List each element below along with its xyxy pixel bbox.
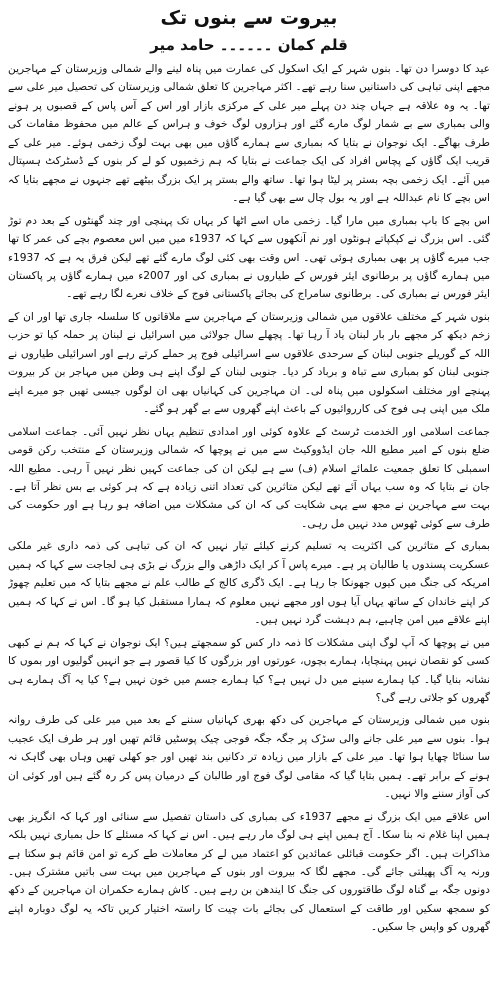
article-paragraph: جماعت اسلامی اور الخدمت ٹرسٹ کے علاوہ کوئی اور امدادی تنظیم یہاں نظر نہیں آئی۔ جماعت اسلامی ضلع بنوں کے امیر مطیع اللہ جان ایڈووکیٹ سے میں نے پوچھا کہ شمالی وزیرستان کے منتخب رکن قومی اسمبلی کا تعلق جمعیت علمائے اسلام (ف) سے ہے لیکن ان کی جماعت کہیں نظر نہیں آ رہی۔ مطیع اللہ جان نے بتایا کہ وہ سب یہاں آئے تھے لیکن متاثرین کی تعداد اتنی زیادہ ہے کہ ہر کوئی بے بس نظر آتا ہے۔ بہت سے مہاجرین نے مجھ سے یہی شکایت کی کہ ان کی مشکلات میں اضافہ ہو رہا ہے اور حکومت کی طرف سے کوئی ٹھوس مدد نہیں مل رہی۔ bbox=[8, 425, 490, 530]
article-paragraph: اس علاقے میں ایک بزرگ نے مجھے 1937ء کی بمباری کی داستان تفصیل سے سنائی اور کہا کہ انگریز بھی ہمیں اپنا غلام نہ بنا سکا۔ آج ہمیں اپنے ہی لوگ مار رہے ہیں۔ اس نے کہا کہ مسئلے کا حل بمباری نہیں بلکہ مذاکرات ہیں۔ اگر حکومت قبائلی عمائدین کو اعتماد میں لے کر معاملات طے کرے تو امن قائم ہو سکتا ہے ورنہ یہ آگ پھیلتی جائے گی۔ مجھے لگا کہ بیروت اور بنوں کے مہاجرین میں بہت سی باتیں مشترک ہیں۔ دونوں جگہ بے گناہ لوگ طاقتوروں کی جنگ کا ایندھن بن رہے ہیں۔ کاش ہمارے حکمران ان مہاجرین کے دکھ کو سمجھ سکیں اور طاقت کے استعمال کی بجائے بات چیت کا راستہ اختیار کریں تاکہ یہ لوگ دوبارہ اپنے گھروں کو واپس جا سکیں۔ bbox=[8, 810, 490, 934]
article-paragraph: میں نے پوچھا کہ آپ لوگ اپنی مشکلات کا ذمہ دار کس کو سمجھتے ہیں؟ ایک نوجوان نے کہا کہ ہم نے کبھی کسی کو نقصان نہیں پہنچایا، ہمارے بچوں، عورتوں اور بزرگوں کا کیا قصور ہے جو انہیں گولیوں اور بموں کا نشانہ بنایا گیا۔ کیا ہمارے سینے میں دل نہیں ہے؟ کیا ہمارے جسم میں خون نہیں ہے؟ کیا یہ آگ ہمارے ہی گھروں کو جلاتی رہے گی؟ bbox=[8, 636, 490, 704]
article-paragraph: عید کا دوسرا دن تھا۔ بنوں شہر کے ایک اسکول کی عمارت میں پناہ لینے والے شمالی وزیرستان کے مہاجرین مجھے اپنی تباہی کی داستانیں سنا رہے تھے۔ اکثر مہاجرین کا تعلق شمالی وزیرستان کی تحصیل میر علی سے تھا۔ یہ وہ علاقہ ہے جہاں چند دن پہلے میر علی کے مرکزی بازار اور اس کے آس پاس کے قصبوں پر ہونے والی بمباری سے بے شمار لوگ مارے گئے اور ہزاروں لوگ خوف و ہراس کے عالم میں محفوظ مقامات کی طرف بھاگے۔ ایک نوجوان نے بتایا کہ بمباری سے ہمارے گاؤں میں بھی بہت لوگ زخمی ہوئے۔ میر علی کے قریب ایک گاؤں کے پچاس افراد کی ایک جماعت نے بتایا کہ ہم زخمیوں کو لے کر بنوں کے ڈسٹرکٹ ہسپتال میں آئے۔ ایک زخمی بچہ بستر پر لیٹا ہوا تھا۔ ساتھ والے بستر پر ایک بزرگ بیٹھے تھے جنہوں نے مجھے بتایا کہ اس بچے کا نام عبداللہ ہے اور یہ بول چال سے بھی گیا ہے۔ bbox=[8, 63, 490, 205]
article-paragraph: بنوں شہر کے مختلف علاقوں میں شمالی وزیرستان کے مہاجرین سے ملاقاتوں کا سلسلہ جاری تھا اور ان کے زخم دیکھ کر مجھے بار بار لبنان یاد آ رہا تھا۔ پچھلے سال جولائی میں اسرائیل نے لبنان پر حملہ کیا تو حزب اللہ کے گوریلے جنوبی لبنان کے سرحدی علاقوں سے اسرائیلی فوج پر حملے کرتے رہے اور اسرائیلی طیاروں نے جنوبی لبنان کو بمباری سے تباہ و برباد کر دیا۔ جنوبی لبنان کے لوگ اپنے ہی وطن میں مہاجر بن کر بیروت پہنچے اور مختلف اسکولوں میں پناہ لی۔ ان مہاجرین کی کہانیاں بھی ان لوگوں جیسی تھیں جو میرے اپنے ملک میں اپنی ہی فوج کی کارروائیوں کے باعث اپنے گھروں سے بے گھر ہو گئے۔ bbox=[8, 310, 490, 416]
article-byline: قلم کمان ۔۔۔۔۔۔ حامد میر bbox=[150, 36, 348, 54]
article-paragraph: بمباری کے متاثرین کی اکثریت یہ تسلیم کرنے کیلئے تیار نہیں کہ ان کی تباہی کی ذمہ داری غیر ملکی عسکریت پسندوں یا طالبان پر ہے۔ میرے پاس آ کر ایک داڑھی والے بزرگ نے بڑی ہی لجاجت سے کہا کہ ہمیں امریکہ کی جنگ میں کیوں جھونکا جا رہا ہے۔ ایک ڈگری کالج کے طالب علم نے مجھے بتایا کہ میں تعلیم چھوڑ کر اپنے خاندان کے ساتھ یہاں آیا ہوں اور مجھے نہیں معلوم کہ ہمارا مستقبل کیا ہو گا۔ اس نے کہا کہ ہمیں اپنے علاقے میں امن چاہیے، ہم دہشت گرد نہیں ہیں۔ bbox=[8, 540, 490, 627]
article-headline: بیروت سے بنوں تک bbox=[160, 7, 338, 29]
article-body bbox=[8, 60, 490, 992]
article-paragraph: بنوں میں شمالی وزیرستان کے مہاجرین کی دکھ بھری کہانیاں سننے کے بعد میں میر علی کی طرف روانہ ہوا۔ بنوں سے میر علی جانے والی سڑک پر جگہ جگہ فوجی چیک پوسٹیں قائم تھیں اور ہر طرف ایک عجیب سا سناٹا چھایا ہوا تھا۔ میر علی کے بازار میں زیادہ تر دکانیں بند تھیں اور جو کھلی تھیں وہاں بھی گاہک نہ ہونے کے برابر تھے۔ ہمیں بتایا گیا کہ مقامی لوگ فوج اور طالبان کے درمیان پس کر رہ گئے ہیں اور کوئی ان کی آواز سننے والا نہیں۔ bbox=[8, 714, 490, 801]
article-paragraph: اس بچے کا باپ بمباری میں مارا گیا۔ زخمی ماں اسے اٹھا کر یہاں تک پہنچی اور چند گھنٹوں کے بعد دم توڑ گئی۔ اس بزرگ نے کپکپاتے ہونٹوں اور نم آنکھوں سے کہا کہ 1937ء میں میں اس معصوم بچے کی عمر کا تھا جب میرے گاؤں پر بھی بمباری ہوئی تھی۔ اس وقت بھی کئی لوگ مارے گئے تھے لیکن فرق یہ ہے کہ 1937ء میں ہمارے گاؤں پر برطانوی ایئر فورس کے طیاروں نے بمباری کی اور 2007ء میں ہمارے گاؤں پر پاکستان ایئر فورس نے بمباری کی۔ برطانوی سامراج کی بجائے پاکستانی فوج کے خلاف نعرے لگا رہے تھے۔ bbox=[8, 214, 490, 301]
